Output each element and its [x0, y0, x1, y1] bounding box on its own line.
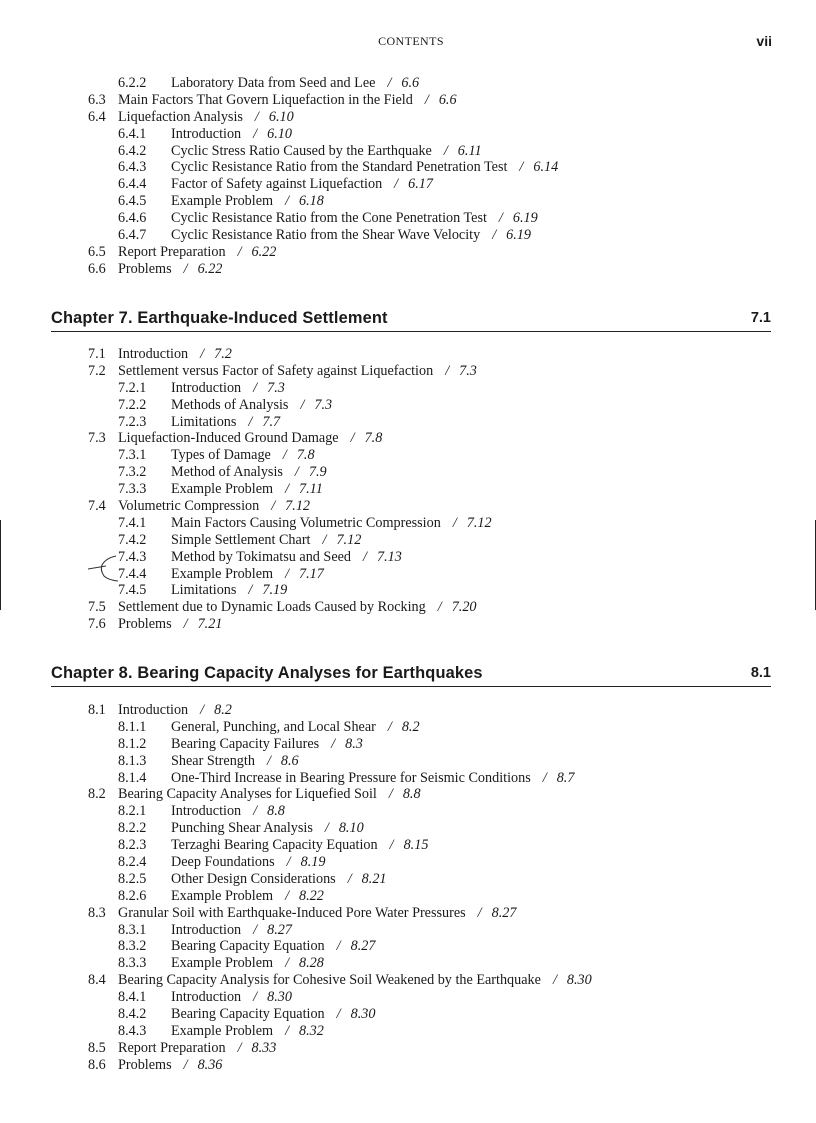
toc-entry[interactable] — [0, 244, 816, 261]
toc-entry[interactable] — [0, 770, 816, 787]
entry-page: 7.3 — [459, 362, 477, 379]
entry-number: 7.4.3 — [118, 548, 147, 565]
entry-number: 8.2.6 — [118, 887, 147, 904]
entry-number: 6.4.3 — [118, 159, 147, 176]
entry-page: 8.6 — [280, 752, 299, 769]
entry-page: 8.3 — [345, 735, 363, 752]
entry-page: 7.17 — [299, 565, 324, 582]
entry-title: Example Problem / 6.18 — [171, 193, 324, 210]
entry-title: Report Preparation / 6.22 — [118, 243, 277, 260]
toc-entry[interactable] — [0, 582, 816, 599]
page-separator: / — [253, 379, 258, 396]
entry-title: Laboratory Data from Seed and Lee / 6.6 — [171, 75, 420, 91]
chapter-page: 8.1 — [750, 665, 771, 681]
entry-number: 7.1 — [88, 346, 106, 362]
entry-page: 8.8 — [267, 803, 285, 820]
toc-entry[interactable] — [0, 210, 816, 227]
entry-page: 7.12 — [466, 514, 492, 531]
toc-entry[interactable] — [0, 346, 816, 363]
entry-title: Example Problem / 8.28 — [171, 955, 324, 972]
toc-entry[interactable] — [0, 837, 816, 854]
entry-title: Example Problem / 8.32 — [171, 1022, 324, 1039]
toc-entry[interactable] — [0, 75, 816, 92]
page-separator: / — [388, 786, 393, 803]
toc-entry[interactable] — [0, 92, 816, 109]
entry-page: 8.15 — [403, 837, 429, 854]
toc-entry[interactable] — [0, 1057, 816, 1074]
toc-entry[interactable] — [0, 702, 816, 719]
entry-title: Introduction / 6.10 — [171, 125, 292, 142]
page-separator: / — [363, 548, 367, 565]
entry-page: 7.12 — [285, 498, 310, 515]
page-separator: / — [200, 702, 205, 718]
page-separator: / — [322, 531, 327, 548]
page-separator: / — [285, 565, 290, 582]
toc-entry[interactable] — [0, 871, 816, 888]
entry-page: 8.32 — [299, 1022, 324, 1039]
entry-number: 8.5 — [88, 1039, 106, 1056]
entry-page: 6.22 — [197, 260, 223, 277]
entry-page: 7.21 — [197, 616, 223, 633]
page-separator: / — [324, 820, 329, 837]
page-separator: / — [253, 125, 258, 142]
toc-entry[interactable] — [0, 261, 816, 278]
entry-page: 8.30 — [350, 1006, 376, 1023]
toc-entry[interactable] — [0, 854, 816, 871]
entry-page: 8.27 — [491, 904, 517, 921]
entry-title: Report Preparation / 8.33 — [118, 1039, 277, 1056]
toc-entry[interactable] — [0, 430, 816, 447]
entry-number: 7.2.3 — [118, 413, 147, 430]
entry-page: 7.3 — [267, 379, 285, 396]
toc-section-chapter-7 — [0, 346, 816, 633]
entry-number: 8.3.3 — [118, 955, 147, 972]
entry-title: Bearing Capacity Analyses for Liquefied Soil / 8.8 — [118, 786, 421, 803]
entry-number: 6.4.1 — [118, 125, 147, 142]
page-separator: / — [183, 616, 188, 633]
entry-title: Cyclic Resistance Ratio from the Shear Wave Velocity / 6.19 — [171, 227, 531, 244]
entry-number: 6.4 — [88, 108, 106, 125]
entry-title: Methods of Analysis / 7.3 — [171, 396, 333, 413]
entry-title: One-Third Increase in Bearing Pressure for Seismic Conditions / 8.7 — [171, 769, 575, 786]
running-head: CONTENTS — [378, 34, 444, 48]
toc-entry[interactable] — [0, 1040, 816, 1057]
entry-page: 7.12 — [336, 531, 362, 548]
toc-entry[interactable] — [0, 736, 816, 753]
entry-number: 8.2 — [88, 786, 106, 803]
chapter-8-heading[interactable] — [51, 664, 771, 687]
entry-number: 8.3 — [88, 904, 106, 921]
entry-page: 8.10 — [338, 820, 364, 837]
entry-title: Bearing Capacity Equation / 8.30 — [171, 1006, 376, 1023]
entry-page: 7.7 — [262, 413, 281, 430]
entry-page: 8.22 — [299, 887, 324, 904]
entry-title: Cyclic Resistance Ratio from the Standard Penetration Test / 6.14 — [171, 159, 559, 176]
toc-entry[interactable] — [0, 498, 816, 515]
entry-title: Problems / 8.36 — [118, 1056, 223, 1073]
entry-page: 7.8 — [296, 447, 315, 464]
toc-entry[interactable] — [0, 363, 816, 380]
left-edge-scan-mark — [0, 520, 1, 610]
entry-number: 8.2.5 — [118, 870, 147, 887]
page-separator: / — [294, 464, 299, 481]
entry-title: Introduction / 8.30 — [171, 989, 292, 1006]
entry-title: Bearing Capacity Equation / 8.27 — [171, 938, 376, 955]
handwritten-bracket-mark — [86, 553, 120, 585]
toc-entry[interactable] — [0, 753, 816, 770]
entry-page: 7.9 — [308, 464, 327, 481]
page-separator: / — [443, 142, 448, 159]
entry-number: 7.4 — [88, 498, 106, 515]
toc-entry[interactable] — [0, 1023, 816, 1040]
entry-number: 7.3 — [88, 430, 106, 447]
page-separator: / — [253, 921, 258, 938]
entry-page: 8.8 — [402, 786, 421, 803]
entry-title: Main Factors That Govern Liquefaction in the Field / 6.6 — [118, 91, 457, 108]
entry-page: 6.18 — [299, 193, 324, 210]
page-separator: / — [347, 870, 352, 887]
entry-page: 6.11 — [457, 142, 482, 159]
entry-title: Limitations / 7.19 — [171, 582, 288, 599]
entry-number: 8.2.1 — [118, 803, 147, 820]
toc-entry[interactable] — [0, 1006, 816, 1023]
entry-number: 7.2.1 — [118, 379, 147, 396]
entry-page: 7.2 — [214, 346, 232, 362]
entry-page: 6.14 — [533, 159, 559, 176]
entry-number: 6.4.7 — [118, 227, 147, 244]
toc-entry[interactable] — [0, 972, 816, 989]
toc-section-chapter-6-continued — [0, 75, 816, 278]
chapter-title: Chapter 7. Earthquake-Induced Settlement — [51, 309, 388, 327]
toc-entry[interactable] — [0, 414, 816, 431]
page-separator: / — [183, 260, 188, 277]
entry-page: 6.10 — [268, 108, 294, 125]
page-separator: / — [248, 413, 253, 430]
entry-number: 8.1 — [88, 702, 106, 718]
entry-number: 8.1.2 — [118, 735, 147, 752]
entry-title: Introduction / 8.27 — [171, 921, 292, 938]
entry-page: 6.19 — [506, 227, 531, 244]
toc-entry[interactable] — [0, 126, 816, 143]
entry-number: 6.4.2 — [118, 142, 147, 159]
entry-number: 6.6 — [88, 260, 106, 277]
entry-page: 8.30 — [267, 989, 292, 1006]
entry-title: Main Factors Causing Volumetric Compression / 7.12 — [171, 514, 492, 531]
entry-title: Example Problem / 8.22 — [171, 887, 324, 904]
entry-page: 8.19 — [300, 854, 326, 871]
entry-title: Simple Settlement Chart / 7.12 — [171, 531, 362, 548]
entry-page: 8.2 — [401, 718, 420, 735]
page-separator: / — [200, 346, 205, 362]
entry-page: 7.13 — [376, 548, 402, 565]
entry-title: Method of Analysis / 7.9 — [171, 464, 327, 481]
page-separator: / — [350, 430, 355, 447]
entry-page: 8.2 — [214, 702, 232, 718]
toc-entry[interactable] — [0, 227, 816, 244]
page-separator: / — [266, 752, 271, 769]
entry-number: 8.2.2 — [118, 820, 147, 837]
entry-title: Types of Damage / 7.8 — [171, 447, 315, 464]
page-separator: / — [452, 514, 457, 531]
entry-page: 7.8 — [364, 430, 383, 447]
toc-entry[interactable] — [0, 922, 816, 939]
entry-number: 7.5 — [88, 599, 106, 616]
entry-title: Settlement due to Dynamic Loads Caused by Rocking / 7.20 — [118, 599, 477, 616]
toc-entry[interactable] — [0, 143, 816, 160]
page-separator: / — [387, 75, 392, 91]
entry-number: 8.2.3 — [118, 837, 147, 854]
page-separator: / — [498, 210, 503, 227]
entry-number: 8.1.3 — [118, 752, 147, 769]
page-separator: / — [285, 481, 290, 498]
page-separator: / — [285, 955, 290, 972]
page-separator: / — [285, 193, 290, 210]
page-separator: / — [424, 91, 429, 108]
entry-number: 8.2.4 — [118, 854, 147, 871]
toc-entry[interactable] — [0, 515, 816, 532]
page-separator: / — [183, 1056, 188, 1073]
entry-title: Introduction / 7.3 — [171, 379, 285, 396]
page-separator: / — [519, 159, 524, 176]
page-header — [0, 34, 816, 52]
toc-entry[interactable] — [0, 938, 816, 955]
entry-number: 6.2.2 — [118, 75, 147, 91]
entry-title: Volumetric Compression / 7.12 — [118, 498, 310, 515]
page-separator: / — [331, 735, 336, 752]
chapter-7-heading[interactable] — [51, 309, 771, 332]
toc-entry[interactable] — [0, 176, 816, 193]
entry-number: 8.4.2 — [118, 1006, 147, 1023]
entry-title: Problems / 6.22 — [118, 260, 223, 277]
page-separator: / — [271, 498, 276, 515]
chapter-page: 7.1 — [750, 310, 771, 326]
toc-entry[interactable] — [0, 532, 816, 549]
entry-page: 7.11 — [299, 481, 323, 498]
entry-title: Liquefaction Analysis / 6.10 — [118, 108, 294, 125]
entry-number: 7.4.2 — [118, 531, 147, 548]
toc-entry[interactable] — [0, 549, 816, 566]
page-separator: / — [445, 362, 450, 379]
entry-title: Bearing Capacity Analysis for Cohesive Soil Weakened by the Earthquake / 8.30 — [118, 972, 592, 989]
entry-number: 8.4.1 — [118, 989, 147, 1006]
toc-section-chapter-8 — [0, 702, 816, 1074]
entry-page: 7.20 — [451, 599, 477, 616]
entry-title: Example Problem / 7.11 — [171, 481, 323, 498]
entry-page: 6.6 — [438, 91, 457, 108]
toc-entry[interactable] — [0, 380, 816, 397]
entry-page: 6.10 — [267, 125, 292, 142]
entry-number: 8.3.1 — [118, 921, 147, 938]
toc-entry[interactable] — [0, 786, 816, 803]
page-number: vii — [756, 33, 772, 49]
entry-title: Shear Strength / 8.6 — [171, 752, 299, 769]
entry-number: 8.4.3 — [118, 1022, 147, 1039]
page-separator: / — [282, 447, 287, 464]
entry-page: 8.27 — [350, 938, 376, 955]
page-separator: / — [552, 972, 557, 989]
toc-entry[interactable] — [0, 955, 816, 972]
toc-entry[interactable] — [0, 159, 816, 176]
entry-number: 7.3.2 — [118, 464, 147, 481]
toc-entry[interactable] — [0, 464, 816, 481]
entry-title: Terzaghi Bearing Capacity Equation / 8.15 — [171, 837, 429, 854]
entry-number: 7.3.3 — [118, 481, 147, 498]
entry-page: 6.6 — [401, 75, 420, 91]
entry-number: 6.4.6 — [118, 210, 147, 227]
entry-number: 6.4.5 — [118, 193, 147, 210]
page-separator: / — [237, 243, 242, 260]
toc-entry[interactable] — [0, 481, 816, 498]
entry-number: 8.1.4 — [118, 769, 147, 786]
entry-page: 8.7 — [556, 769, 575, 786]
entry-title: Problems / 7.21 — [118, 616, 223, 633]
entry-title: Introduction / 7.2 — [118, 346, 232, 362]
entry-title: General, Punching, and Local Shear / 8.2 — [171, 718, 420, 735]
entry-number: 7.2 — [88, 362, 106, 379]
entry-number: 8.1.1 — [118, 718, 147, 735]
toc-entry[interactable] — [0, 109, 816, 126]
entry-number: 7.4.1 — [118, 514, 147, 531]
page-separator: / — [253, 803, 258, 820]
page-separator: / — [492, 227, 497, 244]
entry-title: Cyclic Resistance Ratio from the Cone Penetration Test / 6.19 — [171, 210, 538, 227]
toc-entry[interactable] — [0, 719, 816, 736]
page-separator: / — [285, 887, 290, 904]
entry-page: 6.19 — [512, 210, 538, 227]
toc-entry[interactable] — [0, 397, 816, 414]
toc-entry[interactable] — [0, 820, 816, 837]
entry-number: 7.3.1 — [118, 447, 147, 464]
entry-page: 8.27 — [267, 921, 292, 938]
toc-entry[interactable] — [0, 599, 816, 616]
entry-page: 8.21 — [361, 870, 387, 887]
entry-number: 6.3 — [88, 91, 106, 108]
entry-title: Example Problem / 7.17 — [171, 565, 324, 582]
page-separator: / — [248, 582, 253, 599]
toc-entry[interactable] — [0, 989, 816, 1006]
entry-title: Punching Shear Analysis / 8.10 — [171, 820, 364, 837]
entry-title: Limitations / 7.7 — [171, 413, 281, 430]
entry-title: Introduction / 8.2 — [118, 702, 232, 718]
entry-number: 7.2.2 — [118, 396, 147, 413]
page-separator: / — [285, 1022, 290, 1039]
entry-title: Cyclic Stress Ratio Caused by the Earthquake / 6.11 — [171, 142, 482, 159]
page-separator: / — [254, 108, 259, 125]
page-separator: / — [336, 938, 341, 955]
toc-entry[interactable] — [0, 616, 816, 633]
toc-entry[interactable] — [0, 888, 816, 905]
toc-entry[interactable] — [0, 803, 816, 820]
toc-entry[interactable] — [0, 193, 816, 210]
entry-number: 6.5 — [88, 243, 106, 260]
entry-title: Settlement versus Factor of Safety against Liquefaction / 7.3 — [118, 362, 477, 379]
entry-number: 8.4 — [88, 972, 106, 989]
page-separator: / — [477, 904, 482, 921]
chapter-title: Chapter 8. Bearing Capacity Analyses for Earthquakes — [51, 664, 483, 682]
entry-page: 6.22 — [251, 243, 277, 260]
toc-entry[interactable] — [0, 905, 816, 922]
entry-title: Deep Foundations / 8.19 — [171, 854, 326, 871]
toc-entry[interactable] — [0, 566, 816, 583]
entry-number: 7.4.5 — [118, 582, 147, 599]
entry-title: Granular Soil with Earthquake-Induced Pore Water Pressures / 8.27 — [118, 904, 517, 921]
entry-title: Bearing Capacity Failures / 8.3 — [171, 735, 363, 752]
page-separator: / — [437, 599, 442, 616]
page-separator: / — [237, 1039, 242, 1056]
entry-title: Factor of Safety against Liquefaction / 6.17 — [171, 176, 433, 193]
page-separator: / — [387, 718, 392, 735]
page-separator: / — [253, 989, 258, 1006]
page-separator: / — [542, 769, 547, 786]
page-separator: / — [336, 1006, 341, 1023]
entry-number: 7.6 — [88, 616, 106, 633]
entry-title: Method by Tokimatsu and Seed / 7.13 — [171, 548, 402, 565]
entry-title: Liquefaction-Induced Ground Damage / 7.8 — [118, 430, 383, 447]
entry-page: 8.30 — [566, 972, 592, 989]
entry-number: 6.4.4 — [118, 176, 147, 193]
entry-page: 6.17 — [408, 176, 433, 193]
entry-page: 7.19 — [262, 582, 288, 599]
page-separator: / — [394, 176, 399, 193]
page-separator: / — [300, 396, 305, 413]
entry-number: 8.6 — [88, 1056, 106, 1073]
entry-page: 8.36 — [197, 1056, 223, 1073]
entry-number: 7.4.4 — [118, 565, 147, 582]
entry-page: 8.28 — [299, 955, 324, 972]
page-separator: / — [389, 837, 394, 854]
toc-entry[interactable] — [0, 447, 816, 464]
entry-title: Other Design Considerations / 8.21 — [171, 870, 387, 887]
entry-page: 7.3 — [314, 396, 333, 413]
page-separator: / — [286, 854, 291, 871]
entry-page: 8.33 — [251, 1039, 277, 1056]
entry-title: Introduction / 8.8 — [171, 803, 285, 820]
entry-number: 8.3.2 — [118, 938, 147, 955]
